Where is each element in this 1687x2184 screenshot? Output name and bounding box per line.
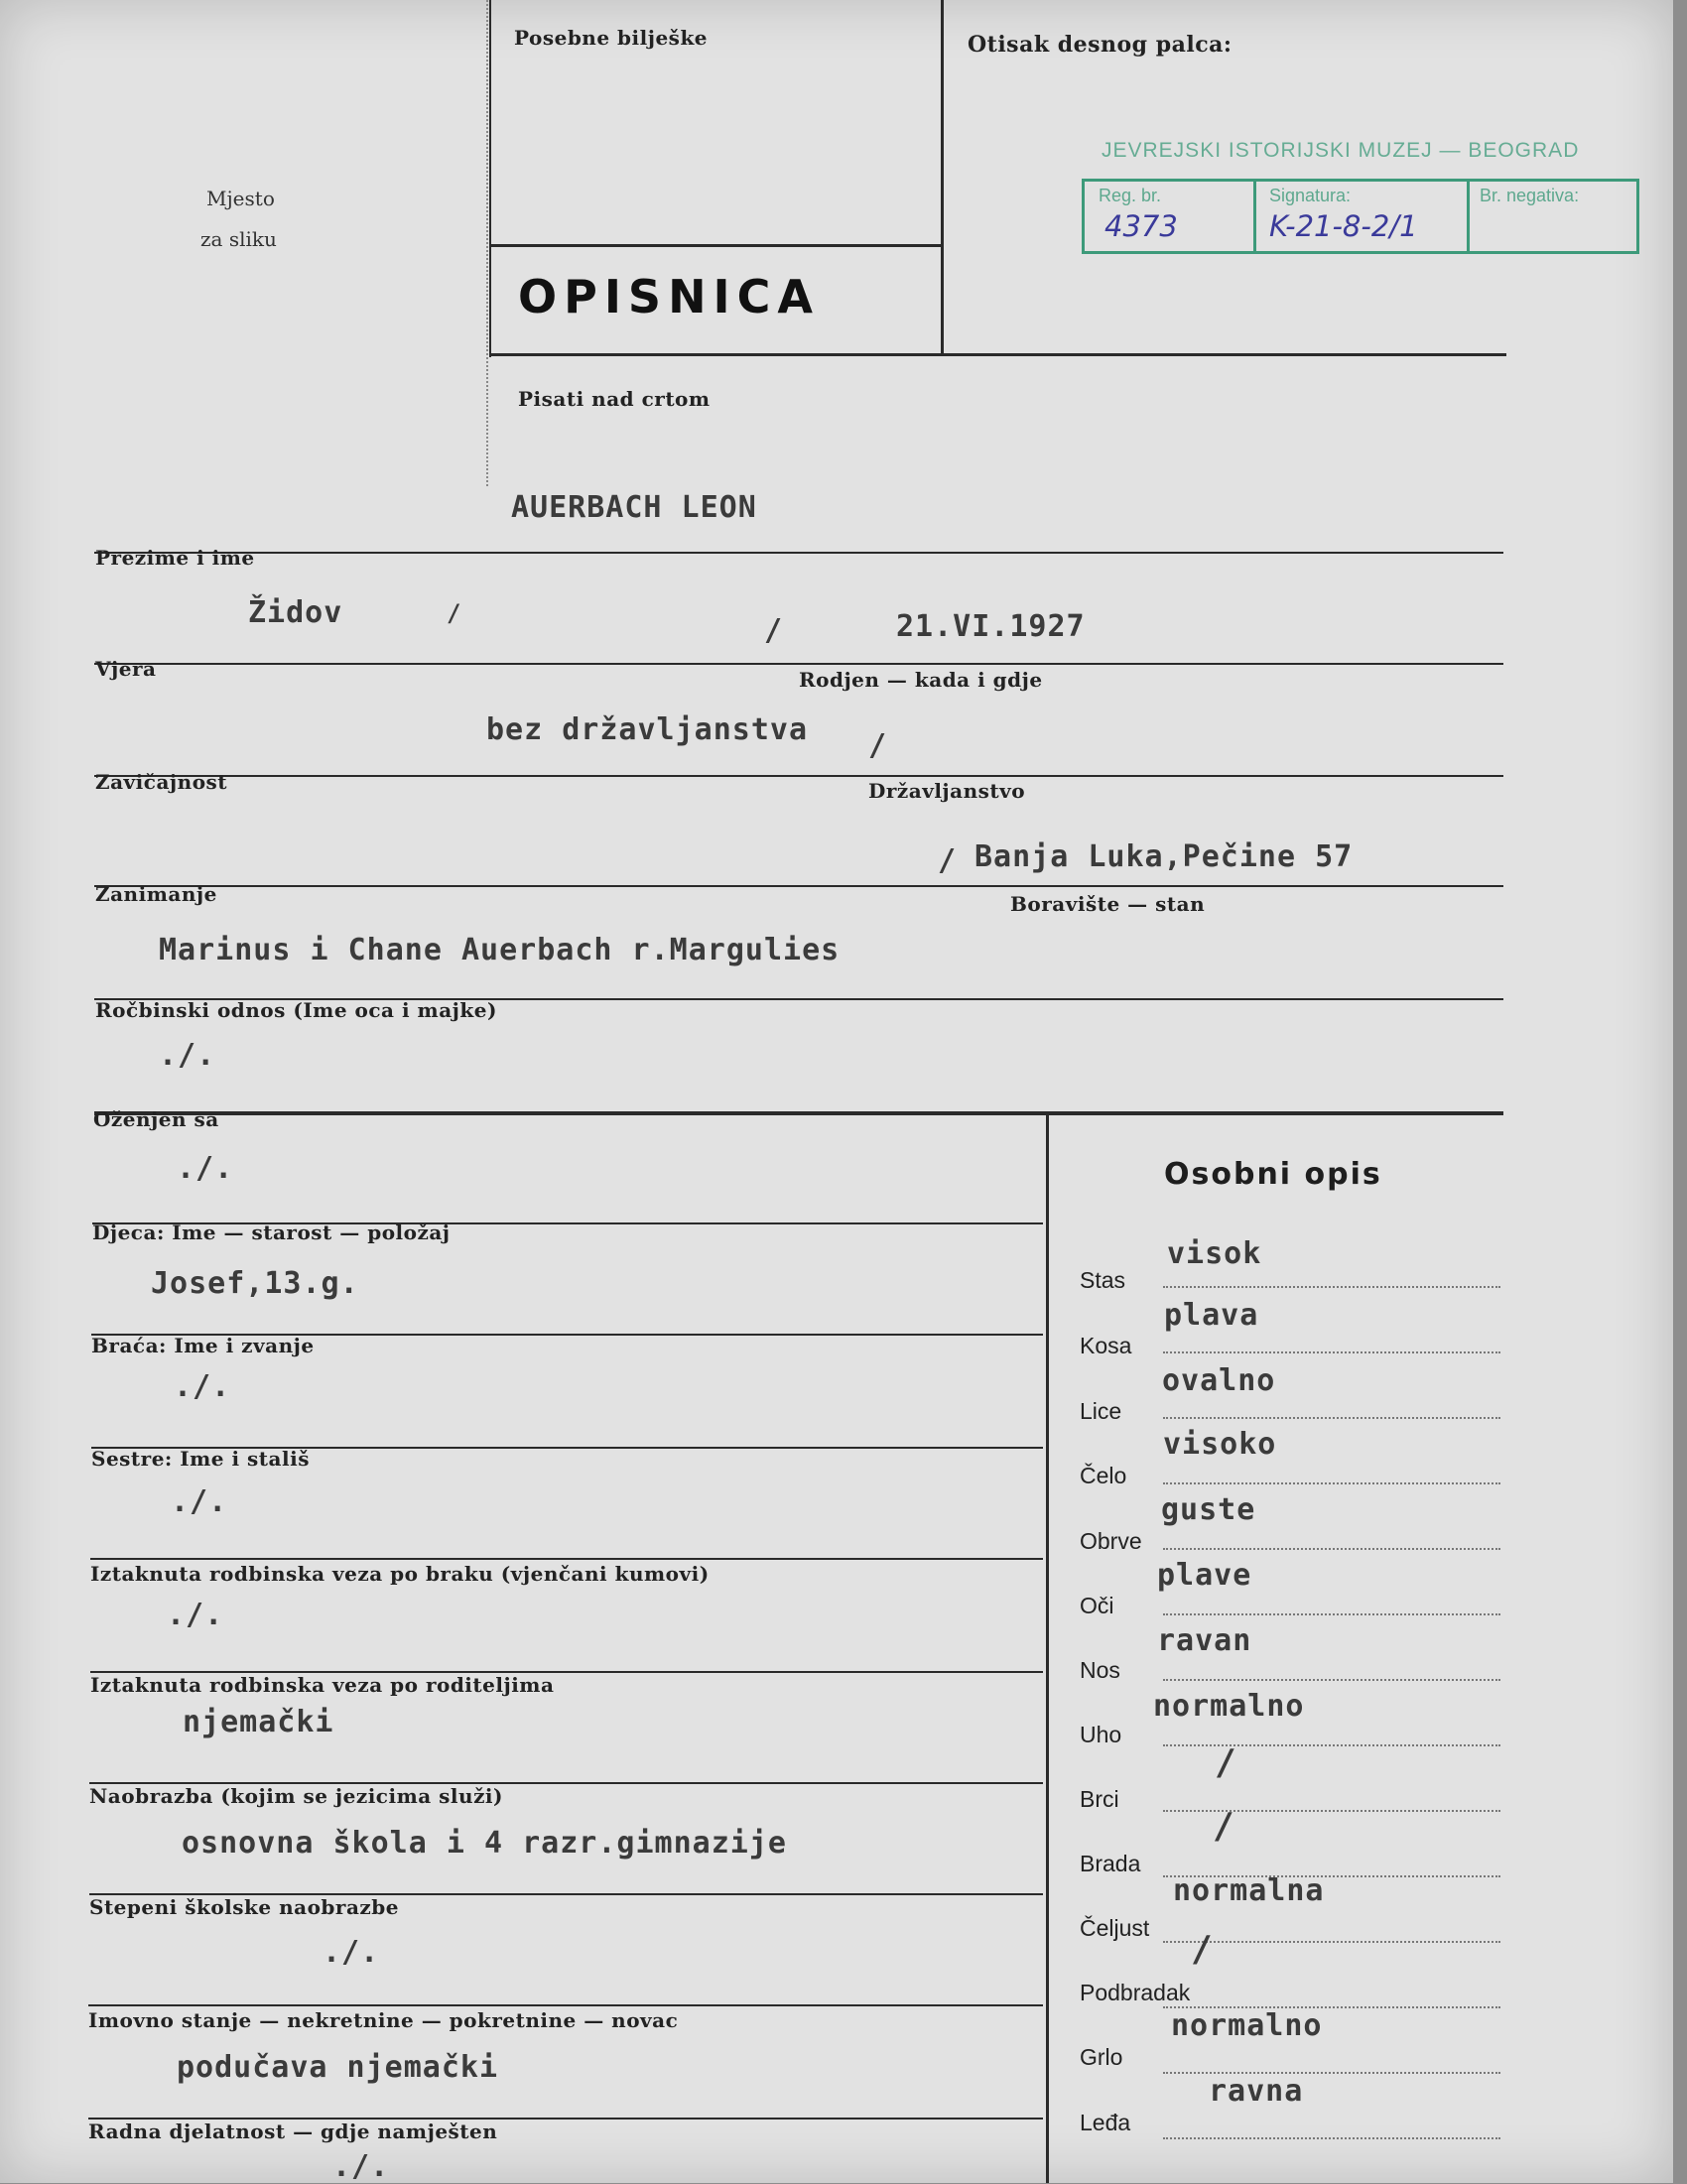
children-label: Djeca: Ime — starost — položaj (92, 1220, 451, 1244)
personal-description-title: Osobni opis (1164, 1157, 1382, 1192)
married-label: Oženjen sa (93, 1107, 219, 1131)
personal-rule-kosa (1163, 1351, 1500, 1353)
education-value: osnovna škola i 4 razr.gimnazije (182, 1826, 787, 1861)
personal-value-obrve: guste (1161, 1492, 1256, 1527)
residence-label: Boravište — stan (1010, 892, 1206, 916)
brothers-label: Braća: Ime i zvanje (91, 1334, 315, 1357)
stamp-box (1082, 179, 1639, 254)
personal-label-leda: Leđa (1080, 2110, 1131, 2135)
personal-rule-lice (1163, 1417, 1500, 1419)
personal-rule-celo (1163, 1482, 1500, 1484)
special-notes-label: Posebne bilješke (514, 26, 709, 50)
header-bottom-rule (489, 353, 1506, 356)
header-center-divider (941, 0, 944, 353)
stamp-signature-label: Signatura: (1269, 186, 1352, 205)
title-top-rule (489, 244, 941, 247)
personal-label-brada: Brada (1080, 1851, 1141, 1876)
stamp-negative-label: Br. negativa: (1480, 186, 1580, 205)
sisters-value: ./. (171, 1484, 228, 1519)
birth-label: Rodjen — kada i gdje (799, 668, 1043, 692)
citizenship-label: Državljanstvo (868, 779, 1026, 803)
name-value: AUERBACH LEON (511, 490, 757, 525)
write-above-line-label: Pisati nad crtom (518, 387, 711, 411)
school-degree-label: Stepeni školske naobrazbe (89, 1895, 399, 1919)
personal-rule-celjust (1163, 1941, 1500, 1943)
residence-value: Banja Luka,Pečine 57 (974, 839, 1354, 874)
residence-slash: / (938, 843, 958, 878)
notes-left-rule (489, 0, 491, 357)
personal-label-nos: Nos (1080, 1657, 1120, 1683)
kinship-bottom-rule (94, 1111, 1503, 1115)
museum-stamp (1082, 139, 1637, 250)
citizenship-slash: / (868, 728, 888, 763)
personal-label-uho: Uho (1080, 1722, 1122, 1747)
personal-label-podbradak: Podbradak (1080, 1980, 1191, 2005)
personal-rule-stas (1163, 1286, 1500, 1288)
kinship-placeholder: ./. (159, 1038, 216, 1073)
stamp-reg-value: 4373 (1104, 209, 1178, 243)
kinship-value: Marinus i Chane Auerbach r.Margulies (159, 933, 841, 967)
personal-label-brci: Brci (1080, 1786, 1119, 1812)
stamp-reg-label: Reg. br. (1099, 186, 1162, 205)
sisters-rule (90, 1558, 1043, 1560)
stamp-signature-value: K-21-8-2/1 (1269, 209, 1418, 243)
personal-rule-oci (1163, 1613, 1500, 1615)
thumbprint-label: Otisak desnog palca: (968, 32, 1233, 58)
personal-value-stas: visok (1167, 1236, 1262, 1271)
stamp-divider-2 (1467, 182, 1470, 251)
personal-label-stas: Stas (1080, 1267, 1126, 1293)
work-value: ./. (332, 2149, 390, 2184)
sisters-label: Sestre: Ime i stališ (91, 1447, 310, 1471)
personal-value-nos: ravan (1157, 1623, 1252, 1658)
personal-value-kosa: plava (1164, 1298, 1259, 1333)
personal-label-celo: Čelo (1080, 1463, 1127, 1488)
religion-rule (94, 663, 1503, 665)
personal-rule-nos (1163, 1679, 1500, 1681)
children-value: Josef,13.g. (151, 1266, 359, 1301)
education-label: Naobrazba (kojim se jezicima služi) (89, 1784, 503, 1808)
personal-value-podbradak: / (1191, 1929, 1214, 1970)
photo-place-label-2: za sliku (200, 227, 277, 251)
personal-label-celjust: Čeljust (1080, 1915, 1150, 1941)
domicile-rule (94, 775, 1503, 777)
domicile-label: Zavičajnost (95, 770, 228, 794)
religion-slash: / (447, 599, 462, 627)
personal-rule-uho (1163, 1744, 1500, 1746)
personal-value-celjust: normalna (1173, 1873, 1325, 1908)
personal-label-lice: Lice (1080, 1398, 1122, 1424)
property-label: Imovno stanje — nekretnine — pokretnine — novac (88, 2008, 679, 2032)
citizenship-value: bez državljanstva (486, 712, 809, 747)
birth-slash: / (764, 613, 784, 648)
relation-parents-label: Iztaknuta rodbinska veza po roditeljima (90, 1673, 555, 1697)
personal-label-kosa: Kosa (1080, 1333, 1132, 1358)
personal-label-oci: Oči (1080, 1593, 1114, 1618)
personal-value-brada: / (1213, 1806, 1235, 1847)
married-value: ./. (177, 1151, 234, 1186)
personal-value-grlo: normalno (1171, 2008, 1323, 2043)
occupation-rule (94, 885, 1503, 887)
school-degree-rule (88, 2004, 1043, 2006)
relation-marriage-value: ./. (167, 1598, 224, 1632)
religion-value: Židov (248, 595, 343, 630)
personal-rule-obrve (1163, 1548, 1500, 1550)
photo-place-label-1: Mjesto (206, 187, 275, 210)
photo-box-right-edge (486, 0, 488, 486)
personal-label-obrve: Obrve (1080, 1528, 1142, 1554)
property-value: podučava njemački (177, 2050, 499, 2085)
birth-value: 21.VI.1927 (896, 609, 1086, 644)
school-degree-value: ./. (323, 1935, 380, 1970)
personal-value-leda: ravna (1209, 2074, 1304, 2109)
relation-parents-value: njemački (183, 1705, 334, 1739)
personal-value-lice: ovalno (1162, 1363, 1276, 1398)
page-title: OPISNICA (518, 270, 821, 323)
personal-column-divider (1046, 1113, 1049, 2183)
personal-value-uho: normalno (1153, 1689, 1305, 1724)
personal-label-grlo: Grlo (1080, 2044, 1123, 2070)
personal-value-celo: visoko (1163, 1427, 1277, 1462)
kinship-label: Ročbinski odnos (Ime oca i majke) (95, 998, 497, 1022)
personal-value-oci: plave (1157, 1558, 1252, 1593)
occupation-label: Zanimanje (95, 882, 217, 906)
relation-marriage-label: Iztaknuta rodbinska veza po braku (vjenčani kumovi) (90, 1562, 710, 1586)
personal-value-brci: / (1215, 1742, 1237, 1783)
name-label: Prezime i ime (95, 546, 255, 570)
work-label: Radna djelatnost — gdje namješten (88, 2120, 498, 2143)
name-rule (94, 552, 1503, 554)
stamp-divider-1 (1253, 182, 1256, 251)
personal-rule-leda (1163, 2137, 1500, 2139)
stamp-institution: JEVREJSKI ISTORIJSKI MUZEJ — BEOGRAD (1102, 139, 1580, 162)
brothers-value: ./. (174, 1369, 231, 1404)
religion-label: Vjera (95, 657, 157, 681)
